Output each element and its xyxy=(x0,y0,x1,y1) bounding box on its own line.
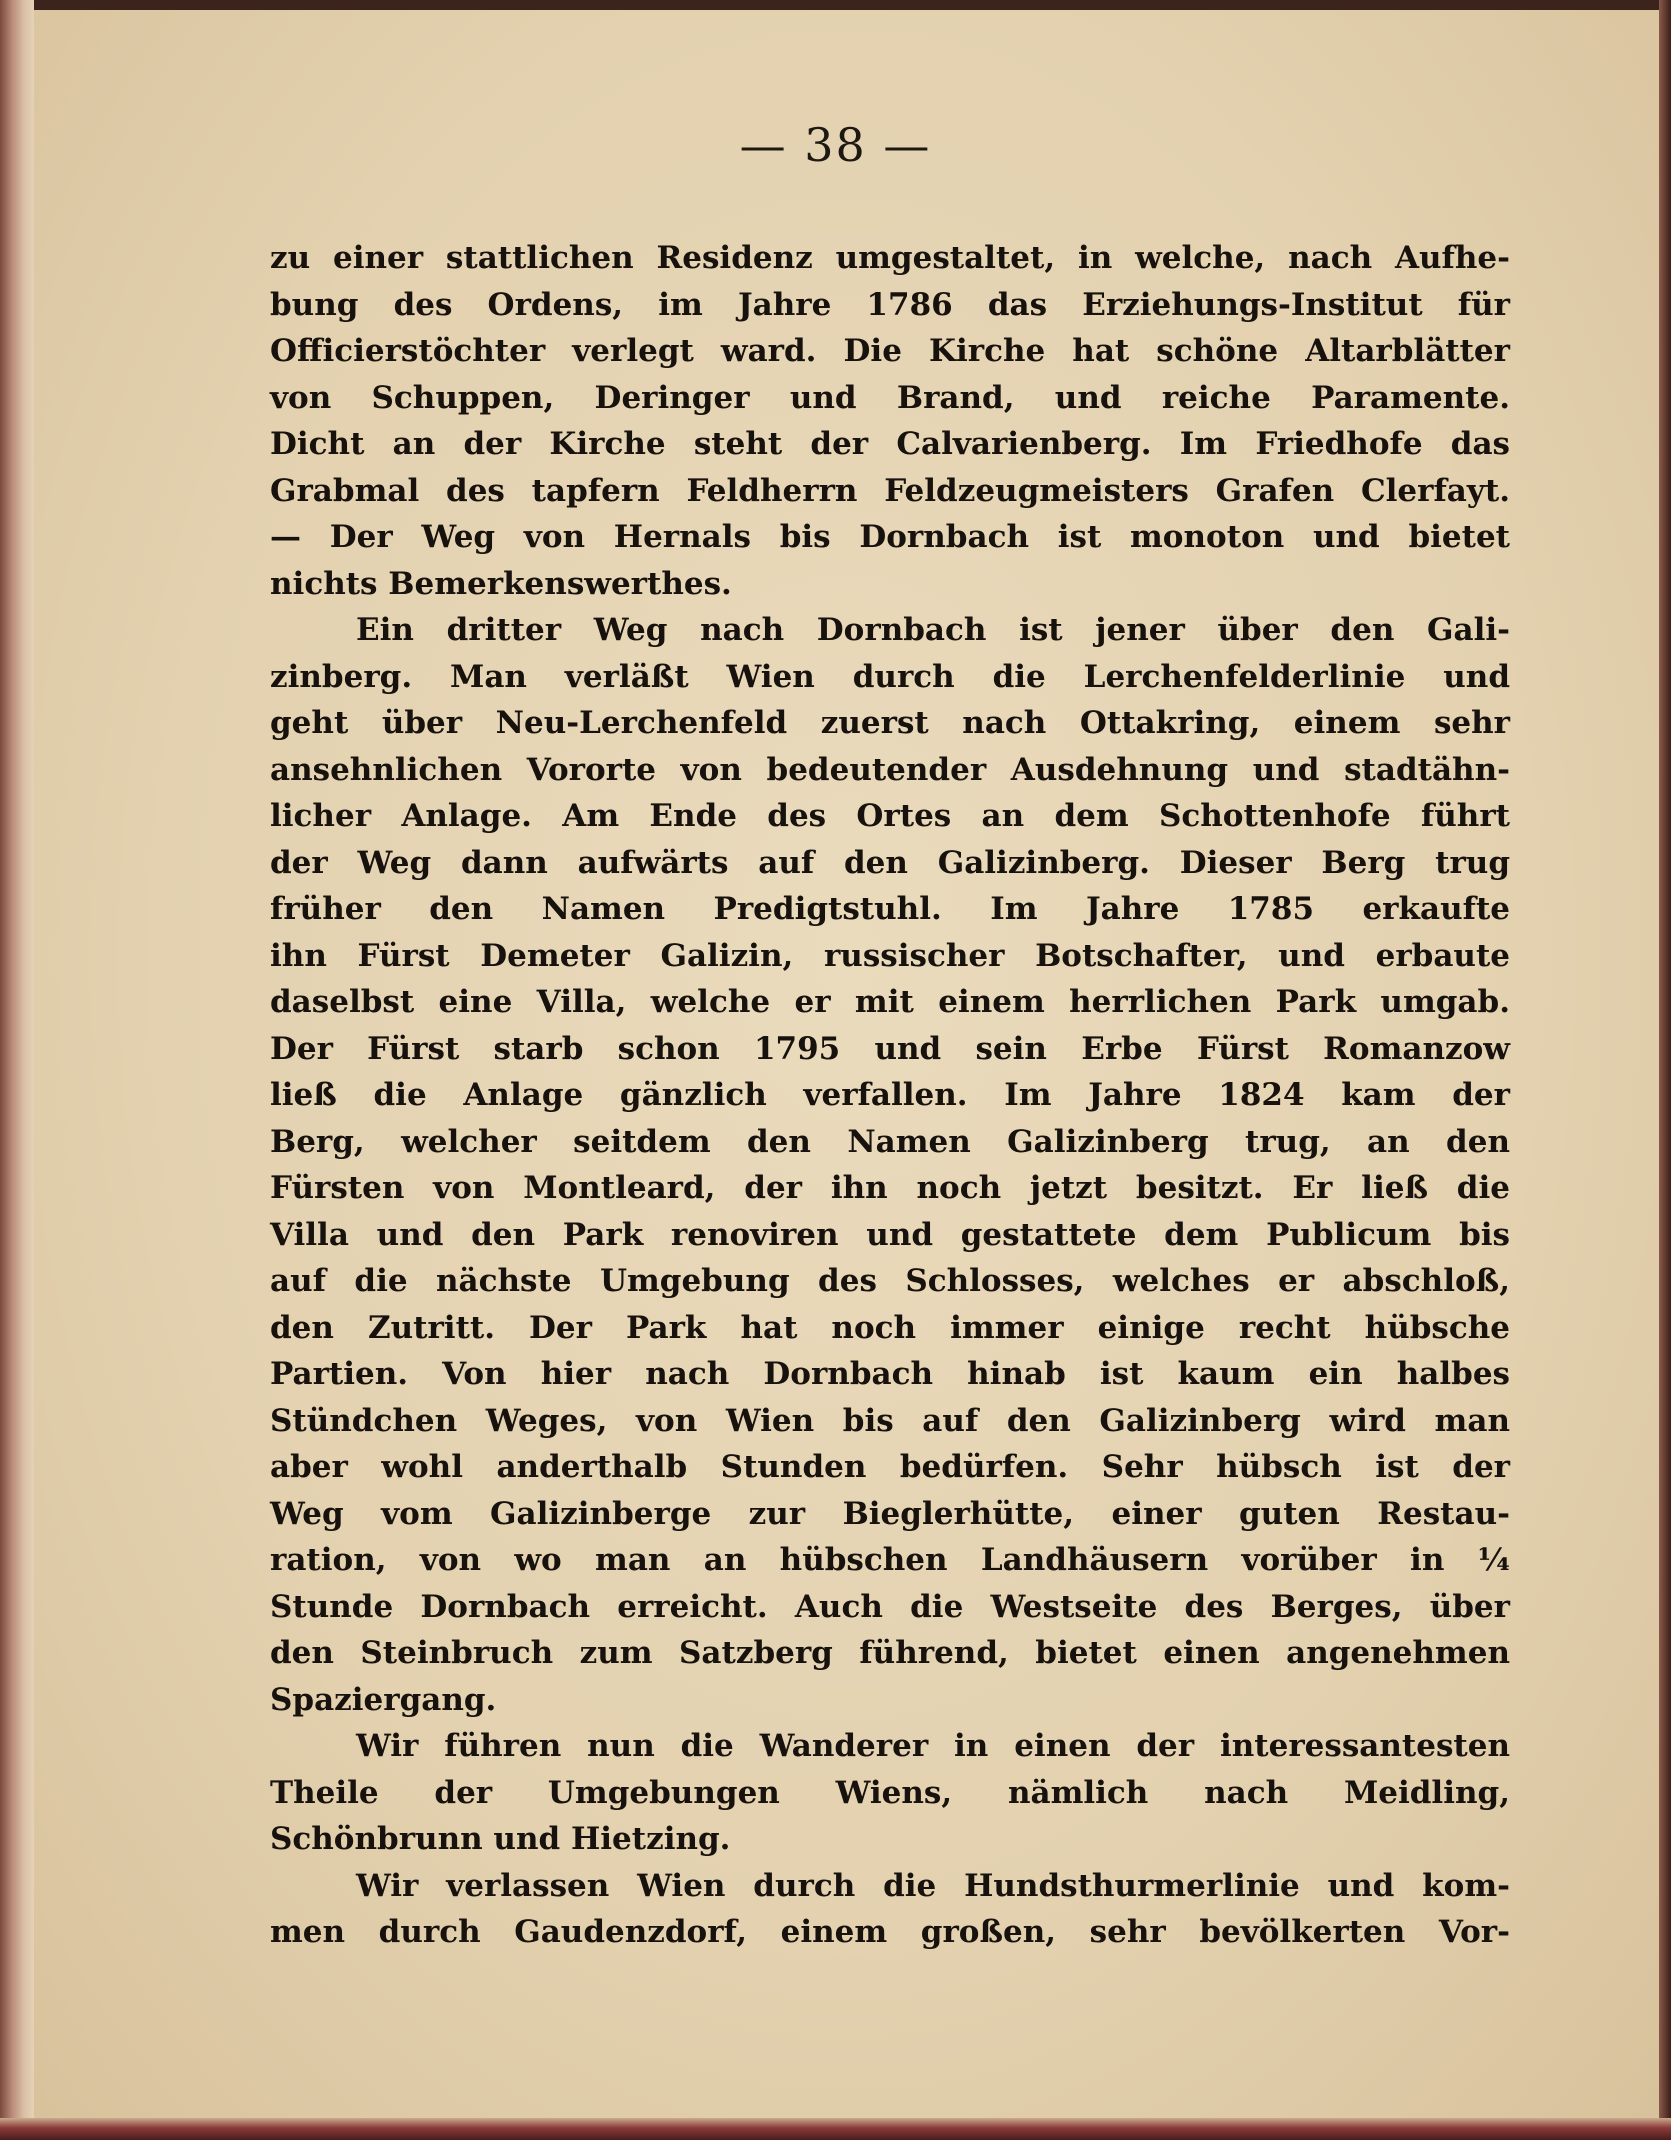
text-line: den Steinbruch zum Satzberg führend, bietet einen angenehmen xyxy=(270,1635,1510,1671)
text-line: ansehnlichen Vororte von bedeutender Ausdehnung und stadtähn- xyxy=(270,751,1510,788)
text-line: Spaziergang. xyxy=(270,1681,497,1718)
text-line: Partien. Von hier nach Dornbach hinab ist kaum ein halbes xyxy=(270,1356,1510,1392)
text-line: nichts Bemerkenswerthes. xyxy=(270,565,732,602)
text-line: ließ die Anlage gänzlich verfallen. Im Jahre 1824 kam der xyxy=(270,1077,1510,1113)
text-line: Fürsten von Montleard, der ihn noch jetzt besitzt. Er ließ die xyxy=(270,1170,1510,1206)
text-line: zu einer stattlichen Residenz umgestaltet, in welche, nach Aufhe- xyxy=(270,240,1510,276)
text-line: ihn Fürst Demeter Galizin, russischer Botschafter, und erbaute xyxy=(270,937,1510,974)
text-line: Der Fürst starb schon 1795 und sein Erbe Fürst Romanzow xyxy=(270,1030,1510,1067)
text-line: auf die nächste Umgebung des Schlosses, welches er abschloß, xyxy=(270,1263,1510,1299)
text-line: Officierstöchter verlegt ward. Die Kirche hat schöne Altarblätter xyxy=(270,333,1510,369)
text-line: daselbst eine Villa, welche er mit einem herrlichen Park umgab. xyxy=(270,984,1510,1020)
text-line: bung des Ordens, im Jahre 1786 das Erziehungs-Institut für xyxy=(270,286,1510,323)
text-line: men durch Gaudenzdorf, einem großen, sehr bevölkerten Vor- xyxy=(270,1914,1510,1950)
text-line: der Weg dann aufwärts auf den Galizinberg. Dieser Berg trug xyxy=(270,844,1510,881)
page-right-edge xyxy=(1659,0,1671,2140)
text-line: früher den Namen Predigtstuhl. Im Jahre 1785 erkaufte xyxy=(270,891,1510,927)
text-line: Ein dritter Weg nach Dornbach ist jener über den Gali- xyxy=(356,612,1510,648)
text-line: — Der Weg von Hernals bis Dornbach ist monoton und bietet xyxy=(270,519,1510,555)
text-line: Wir verlassen Wien durch die Hundsthurmerlinie und kom- xyxy=(356,1867,1510,1904)
text-line: Villa und den Park renoviren und gestattete dem Publicum bis xyxy=(270,1216,1510,1253)
text-line: geht über Neu-Lerchenfeld zuerst nach Ottakring, einem sehr xyxy=(270,705,1510,741)
text-line: Theile der Umgebungen Wiens, nämlich nach Meidling, xyxy=(270,1774,1510,1811)
page-left-edge xyxy=(0,0,34,2140)
text-line: Stündchen Weges, von Wien bis auf den Galizinberg wird man xyxy=(270,1402,1510,1439)
text-line: licher Anlage. Am Ende des Ortes an dem Schottenhofe führt xyxy=(270,798,1510,834)
text-line: Weg vom Galizinberge zur Bieglerhütte, einer guten Restau- xyxy=(270,1495,1510,1532)
body-text xyxy=(270,235,1510,1956)
text-line: Wir führen nun die Wanderer in einen der interessantesten xyxy=(356,1728,1510,1764)
text-line: Stunde Dornbach erreicht. Auch die Westseite des Berges, über xyxy=(270,1588,1510,1625)
text-line: den Zutritt. Der Park hat noch immer einige recht hübsche xyxy=(270,1309,1510,1346)
page-number: — 38 — xyxy=(739,118,932,172)
text-line: zinberg. Man verläßt Wien durch die Lerchenfelderlinie und xyxy=(270,658,1510,695)
text-line: Dicht an der Kirche steht der Calvarienberg. Im Friedhofe das xyxy=(270,426,1510,462)
page-bottom-edge xyxy=(0,2118,1671,2140)
text-line: ration, von wo man an hübschen Landhäusern vorüber in ¼ xyxy=(270,1542,1510,1578)
text-line: aber wohl anderthalb Stunden bedürfen. Sehr hübsch ist der xyxy=(270,1449,1510,1485)
text-line: Schönbrunn und Hietzing. xyxy=(270,1821,731,1857)
text-line: Berg, welcher seitdem den Namen Galizinberg trug, an den xyxy=(270,1123,1510,1160)
text-line: von Schuppen, Deringer und Brand, und reiche Paramente. xyxy=(270,379,1510,416)
text-line: Grabmal des tapfern Feldherrn Feldzeugmeisters Grafen Clerfayt. xyxy=(270,472,1510,509)
